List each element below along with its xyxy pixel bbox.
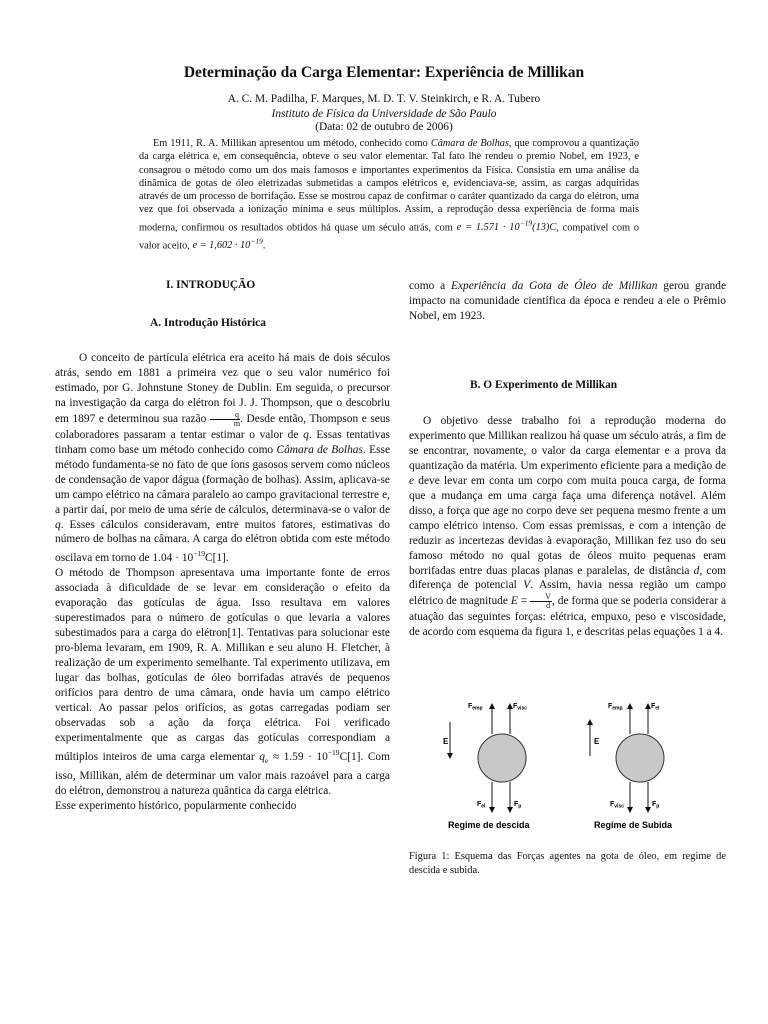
abstract: Em 1911, R. A. Millikan apresentou um método, conhecido como Câmara de Bolhas, que comprovou a quantização da carga elétrica e, em consequência, obteve o seu valor elementar. Tal fato lhe rendeu o premio Nobel, em 1923, e consagrou o método como um dos mais famosos e importantes experimentos da Física. Consistia em uma análise da dinâmica de gotas de óleo eletrizadas submetidas a campos elétricos e, evidenciava-se, assim, as cargas adquiridas através de um processo de borrifação. Esse se mostrou capaz de confirmar o caráter quantizado da carga do elétron, uma vez que foi observada a ionização mínima e seus múltiplos. Assim, a reprodução dessa experiência de forma mais moderna, confirmou os resultados obtidos há quase um século atrás, com $e = 1.571 \cdot 10^{-19}(13)C$, compatível com o valor aceito, $e = 1,602 \cdot 10^{-19}$. (139, 138, 639, 251)
paper-date: (Data: 02 de outubro de 2006) (315, 121, 453, 133)
paragraph-history-3: Esse experimento histórico, popularmente conhecido (55, 799, 297, 812)
figure-caption: Figura 1: Esquema das Forças agentes na gota de óleo, em regime de descida e subida. (409, 851, 726, 876)
subsection-heading-historical: A. Introdução Histórica (150, 317, 266, 329)
label-f-el-ascent: $F_{el}$ (651, 703, 660, 712)
paragraph-history-2: O método de Thompson apresentava uma importante fonte de erros associada à dificuldade de se levar em consideração o efeito da evaporação das gotículas de água. Isso resultava em valores superestimados para o número de gotículas o que levaria a valores subestimados para a carga do elétron[1]. Tentativas para solucionar este pro-blema levaram, em 1909, R. A. Millikan e seu aluno H. Fletcher, à realização de um experimento semelhante. Tal experimento utilizava, em lugar das bolhas, gotículas de óleo borrifadas através de pequenos orifícios para dentro de uma câmara, onde havia um campo elétrico vertical. Ao passar pelos orifícios, as gotas carregadas podiam ser observadas sob a ação da força elétrica. Foi verificado experimentalmente que as cargas das gotículas correspondiam a múltiplos inteiros de uma carga elementar $q_e \approx 1.59 \cdot 10^{-19}C[1]$. Com isso, Millikan, além de determinar um valor mais razoável para a carga do elétron, demonstrou a natureza quântica da carga elétrica. (55, 567, 390, 797)
force-diagram-figure (430, 692, 720, 842)
label-f-visc-ascent: $F_{visc}$ (610, 801, 625, 810)
fraction-v-over-d: $\frac{V}{d}$ (530, 593, 552, 610)
fraction-q-over-m: $\frac{q}{m}$ (210, 411, 240, 428)
section-heading-introduction: I. INTRODUÇÃO (166, 279, 256, 291)
right-column-body (409, 414, 726, 640)
ascent-diagram (590, 703, 673, 830)
field-label-ascent: E (594, 737, 600, 746)
paper-title: Determinação da Carga Elementar: Experiência de Millikan (183, 64, 585, 81)
author-list: A. C. M. Padilha, F. Marques, M. D. T. V. Steinkirch, e R. A. Tubero (227, 93, 541, 105)
paragraph-history-1: O conceito de partícula elétrica era aceito há mais de dois séculos atrás, sendo em 1881 a primeira vez que o seu valor numérico foi estimado, por G. Johnstune Stoney de Dublin. Em seguida, o precursor na investigação da carga do elétron foi J. J. Thompson, que o descobriu em 1897 e determinou sua razão $\frac{q}{m}$ . Desde então, Thompson e seus colaboradores passaram a tentar estimar o valor de q. Essas tentativas tinham como base um método conhecido como Câmara de Bolhas. Esse método fundamenta-se no fato de que íons gasosos servem como núcleos de condensação de vapor dágua (formação de bolhas). Assim, aplicava-se um campo elétrico na câmara paralelo ao campo gravitacional terrestre e, a partir daí, por meio de uma série de cálculos, determinava-se o valor de q. Esses cálculos consideravam, entre muitos fatores, estimativas do número de bolhas na câmara. A carga do elétron obtida com este método oscilava em torno de $1.04 \cdot 10^{-19}C[1]$. (55, 352, 390, 565)
label-f-emp-descent: $F_{emp}$ (468, 703, 483, 712)
label-f-visc-descent: $F_{visc}$ (513, 703, 528, 712)
label-f-p-descent: $F_p$ (514, 801, 522, 810)
affiliation: Instituto de Física da Universidade de São Paulo (271, 108, 497, 120)
label-f-p-ascent: $F_p$ (652, 801, 660, 810)
field-label-descent: E (443, 737, 449, 746)
oil-drop-ascent (616, 734, 664, 782)
label-f-el-descent: $F_{el}$ (477, 801, 486, 810)
left-column-body (55, 351, 390, 814)
label-regime-subida: Regime de Subida (594, 820, 673, 830)
label-regime-descida: Regime de descida (448, 820, 530, 830)
descent-diagram (443, 703, 531, 830)
right-column-continuation: como a Experiência da Gota de Óleo de Millikan gerou grande impacto na comunidade científica da época e rendeu a ele o Prêmio Nobel, em 1923. (409, 280, 726, 322)
oil-drop-descent (478, 734, 526, 782)
paragraph-experiment: O objetivo desse trabalho foi a reprodução moderna do experimento que Millikan realizou há quase um século atrás, a fim de se encontrar, novamente, o valor da carga elementar e a prova da quantização da matéria. Um experimento eficiente para a medição de e deve levar em conta um corpo com muita pouca carga, de forma que a mudança em uma carga faça uma diferença notável. Além disso, a força que age no corpo deve ser pequena mesmo frente a um campo elétrico intenso. Com essas premissas, e com a intenção de reduzir as incertezas devidas à evaporação, Millikan fez uso do seu famoso método no qual gotas de óleos muito pequenas eram borrifadas entre duas placas planas e paralelas, de distância d, com diferença de potencial V. Assim, havia nessa região um campo elétrico de magnitude E = $\frac{V}{d}$ , de forma que se poderia considerar a atuação das seguintes forças: elétrica, empuxo, peso e viscosidade, de acordo com esquema da figura 1, e descritas pelas equações 1 a 4. (409, 415, 727, 639)
subsection-heading-experiment: B. O Experimento de Millikan (470, 379, 618, 391)
label-f-emp-ascent: $F_{emp}$ (608, 703, 623, 712)
